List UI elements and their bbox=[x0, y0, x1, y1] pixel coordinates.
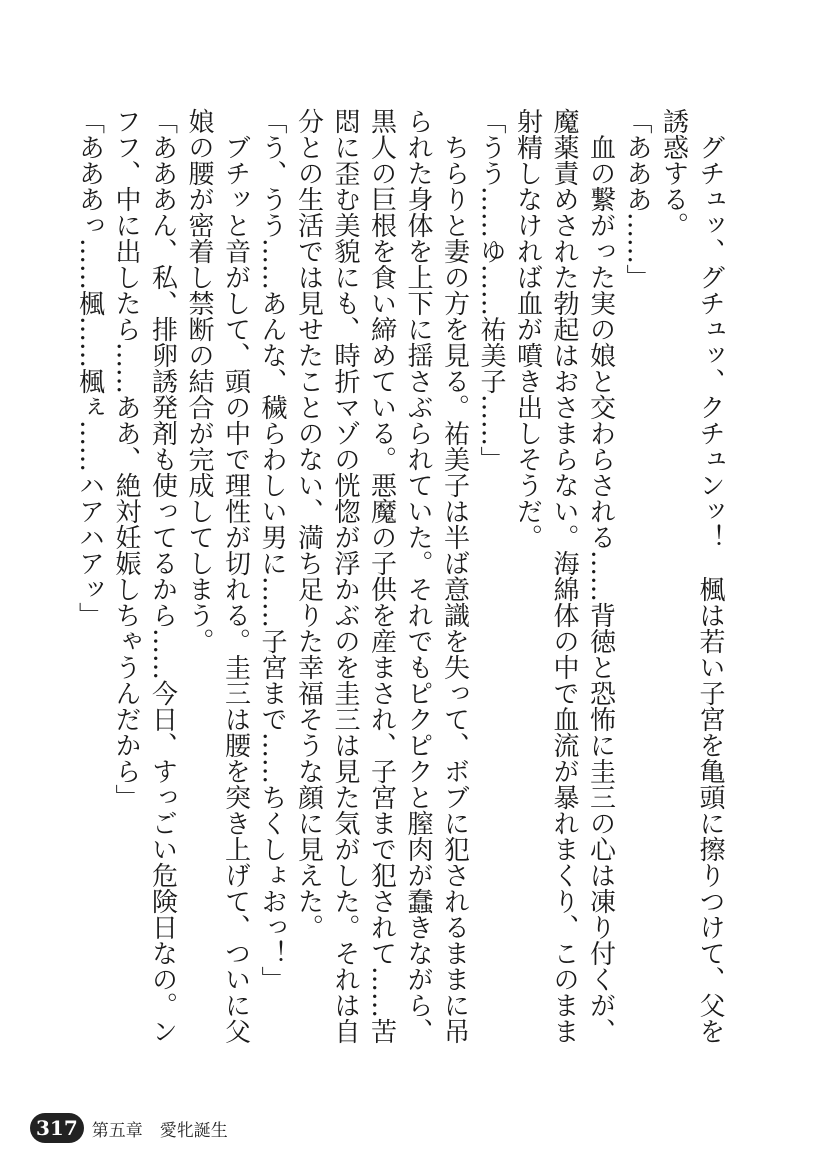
paragraph-8: 「あああん、私、排卵誘発剤も使ってるから……今日、すっごい危険日なの。ンフフ、中に出したら……ああ、絶対妊娠しちゃうんだから」 bbox=[111, 108, 178, 1044]
chapter-title: 第五章 愛牝誕生 bbox=[91, 1120, 228, 1141]
page-number-badge: 317 bbox=[30, 1113, 84, 1143]
paragraph-3: 血の繋がった実の娘と交わらされる……背徳と恐怖に圭三の心は凍り付くが、魔薬責めされた勃起はおさまらない。海綿体の中で血流が暴れまくり、このまま射精しなければ血が噴き出しそうだ。 bbox=[512, 108, 616, 1044]
paragraph-7: ブチッと音がして、頭の中で理性が切れる。圭三は腰を突き上げて、ついに父娘の腰が密着し禁断の結合が完成してしまう。 bbox=[184, 108, 251, 1044]
page-footer bbox=[30, 1108, 228, 1148]
paragraph-2: 「あああ……」 bbox=[622, 108, 652, 290]
vertical-text-body bbox=[60, 108, 728, 1058]
paragraph-5: ちらりと妻の方を見る。祐美子は半ば意識を失って、ボブに犯されるままに吊られた身体を上下に揺さぶられていた。それでもピクピクと膣肉が蠢きながら、黒人の巨根を食い締めている。悪魔の子供を産まされ、子宮まで犯されて……苦悶に歪む美貌にも、時折マゾの恍惚が浮かぶのを圭三は見た気がした。それは自分との生活では見せたことのない、満ち足りた幸福そうな顔に見えた。 bbox=[293, 108, 470, 1044]
paragraph-6: 「う、うう……あんな、穢らわしい男に……子宮まで……ちくしょおっ！」 bbox=[257, 108, 287, 992]
paragraph-9: 「あああっ……楓……楓ぇ……ハアハアッ」 bbox=[74, 108, 105, 628]
paragraph-1: グチュッ、グチュッ、クチュンッ！ 楓は若い子宮を亀頭に擦りつけて、父を誘惑する。 bbox=[658, 108, 725, 1044]
paragraph-4: 「うう……ゆ……祐美子……」 bbox=[476, 108, 506, 472]
